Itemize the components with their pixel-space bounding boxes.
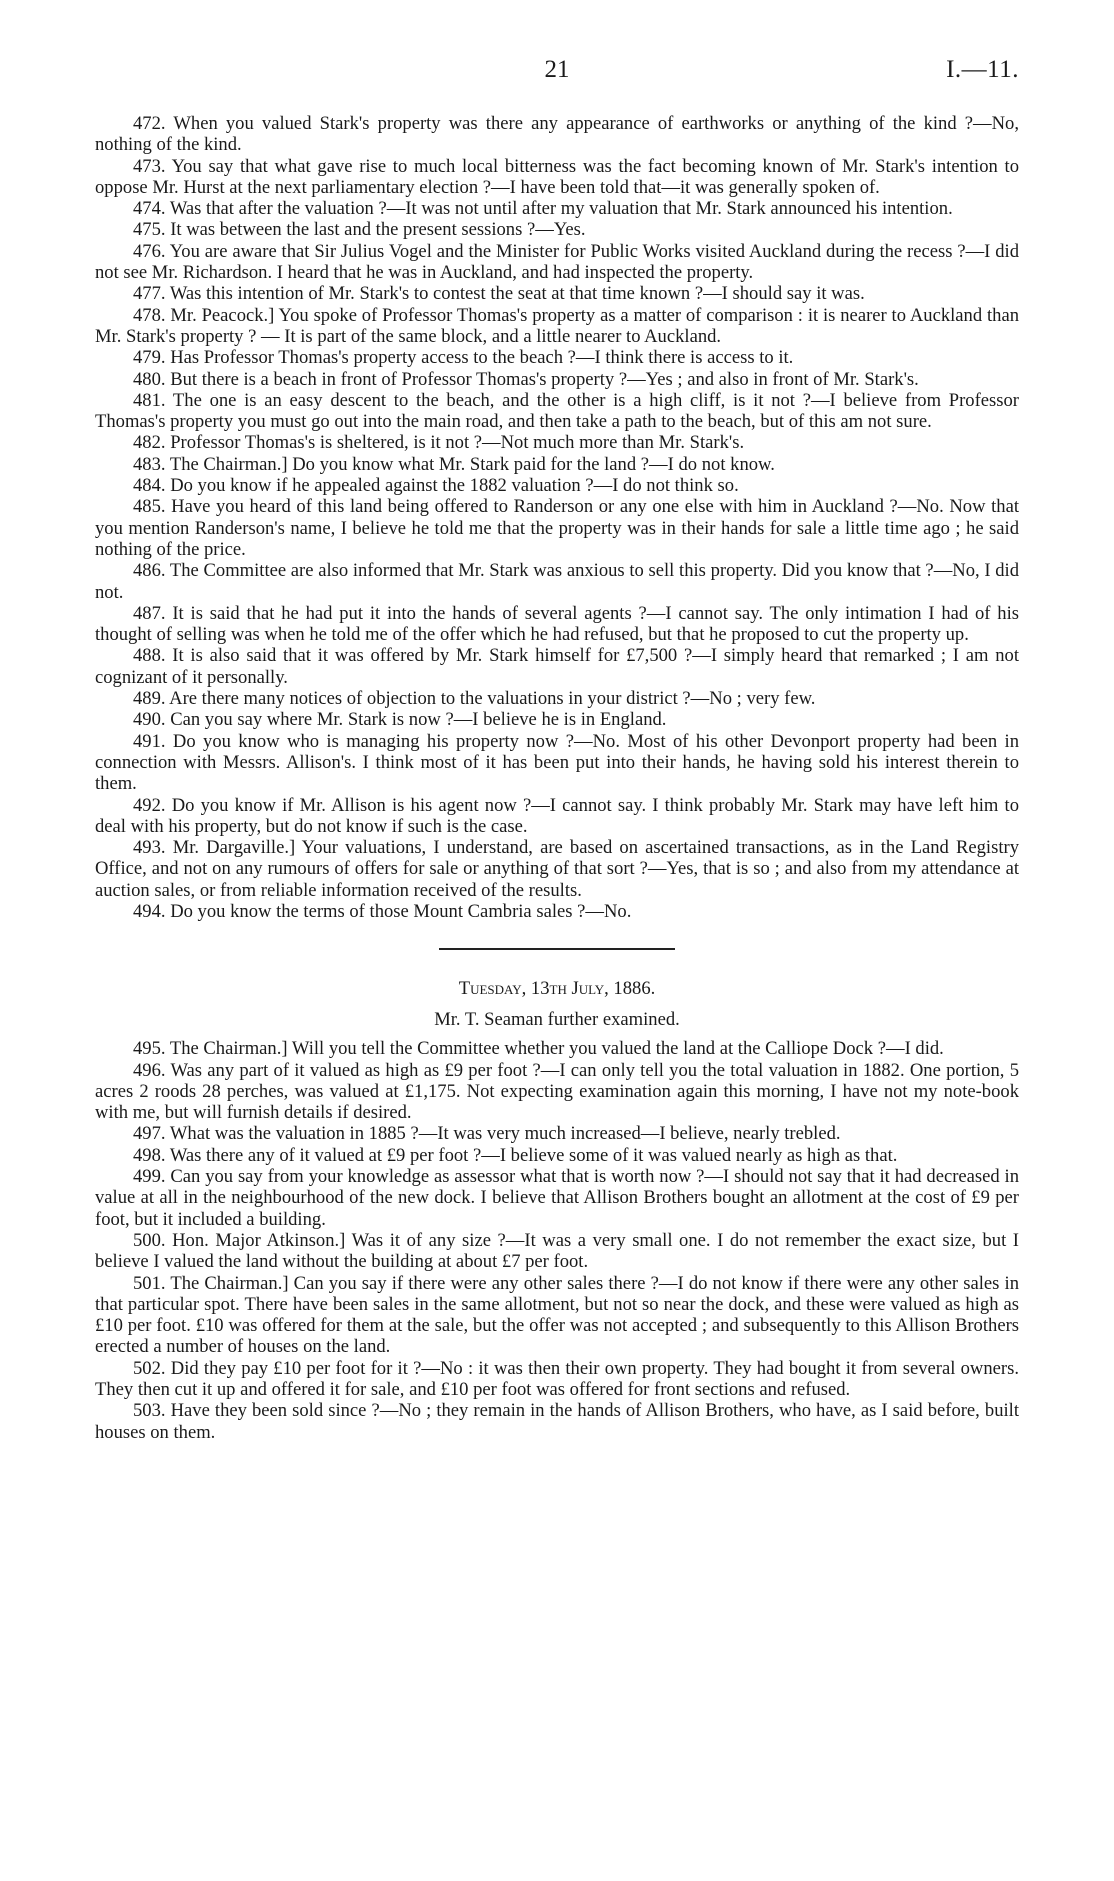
paragraph-text: 502. Did they pay £10 per foot for it ?—No : it was then their own property. They had bought it from several owners. They then cut it up and offered it for sale, and £10 per foot was offered for front sections and refused. [95,1357,1019,1401]
question-number: 483. The Chairman.] [133,453,288,475]
paragraph-text: 472. When you valued Stark's property was there any appearance of earthworks or anything of the kind ?—No, nothing of the kind. [95,113,1019,156]
paragraph-text: 480. But there is a beach in front of Professor Thomas's property ?—Yes ; and also in front of Mr. Stark's. [133,368,919,390]
witness-heading: Mr. T. Seaman further examined. [434,1009,680,1031]
question-answer-paragraph [95,369,1019,390]
paragraph-text: You spoke of Professor Thomas's property as a matter of comparison : it is nearer to Auckland than Mr. Stark's property ? — It is part of the same block, and a little nearer to Auckland. [95,304,1019,347]
question-answer-paragraph [95,1145,1019,1166]
paragraph-text: 490. Can you say where Mr. Stark is now ?—I believe he is in England. [133,709,667,731]
paragraph-text: 473. You say that what gave rise to much local bitterness was the fact becoming known of Mr. Stark's intention to oppose Mr. Hurst at the next parliamentary election ?—I have been told that—it was generally spoken of. [95,155,1019,198]
question-answer-paragraph [95,1060,1019,1124]
question-number: 501. The Chairman.] [133,1272,289,1294]
paragraph-text: Can you say if there were any other sales there ?—I do not know if there were any other sales in that particular spot. There have been sales in the same allotment, but not so near the dock, and these were valued as high as £10 per foot. £10 was offered for them at the sale, but the offer was not accepted ; and subsequently to this Allison Brothers erected a number of houses on the land. [95,1272,1019,1358]
paragraph-text: 474. Was that after the valuation ?—It was not until after my valuation that Mr. Stark announced his intention. [133,198,953,220]
question-answer-paragraph [95,1123,1019,1144]
question-answer-paragraph [95,475,1019,496]
paragraph-text: 491. Do you know who is managing his property now ?—No. Most of his other Devonport property had been in connection with Messrs. Allison's. I think most of it has been put into their hands, he having sold his interest therein to them. [95,730,1019,795]
question-answer-paragraph [95,283,1019,304]
page-number: 21 [544,56,570,83]
question-answer-paragraph [95,837,1019,901]
paragraph-text: 496. Was any part of it valued as high as £9 per foot ?—I can only tell you the total valuation in 1882. One portion, 5 acres 2 roods 28 perches, was valued at £1,175. Not expecting examination again this morning, I have not my note-book with me, but will furnish details if desired. [95,1059,1019,1124]
question-answer-paragraph [95,1230,1019,1273]
question-answer-paragraph [95,795,1019,838]
paragraph-text: 498. Was there any of it valued at £9 per foot ?—I believe some of it was valued nearly as high as that. [133,1144,898,1166]
question-answer-paragraph [95,347,1019,368]
paragraph-text: 497. What was the valuation in 1885 ?—It was very much increased—I believe, nearly trebled. [133,1123,841,1145]
question-answer-paragraph [95,731,1019,795]
question-answer-paragraph [95,454,1019,475]
question-number: 478. Mr. Peacock.] [133,304,275,326]
paragraph-text: 476. You are aware that Sir Julius Vogel and the Minister for Public Works visited Auckland during the recess ?—I did not see Mr. Richardson. I heard that he was in Auckland, and had inspected the property. [95,240,1019,284]
paragraph-text: 484. Do you know if he appealed against the 1882 valuation ?—I do not think so. [133,475,739,497]
question-number: 500. Hon. Major Atkinson.] [133,1229,346,1251]
question-answer-paragraph [95,219,1019,240]
paragraph-text: 499. Can you say from your knowledge as assessor what that is worth now ?—I should not say that it had decreased in value at all in the neighbourhood of the new dock. I believe that Allison Brothers bought an allotment at the cost of £9 per foot, but it included a building. [95,1166,1019,1230]
question-answer-paragraph [95,901,1019,922]
document-reference: I.—11. [946,56,1019,83]
question-answer-paragraph [95,1038,1019,1059]
paragraph-text: Will you tell the Committee whether you valued the land at the Calliope Dock ?—I did. [287,1038,944,1060]
paragraph-text: 489. Are there many notices of objection to the valuations in your district ?—No ; very few. [133,688,816,710]
question-answer-paragraph [95,603,1019,646]
question-answer-paragraph [95,645,1019,688]
paragraph-text: Do you know what Mr. Stark paid for the land ?—I do not know. [287,453,775,475]
paragraph-text: 485. Have you heard of this land being offered to Randerson or any one else with him in Auckland ?—No. Now that you mention Randerson's name, I believe he told me that the property was in their hands for sale a little time ago ; he said nothing of the price. [95,496,1019,560]
paragraph-text: 477. Was this intention of Mr. Stark's to contest the seat at that time known ?—I should say it was. [133,283,865,305]
evidence-section-second [95,1038,1019,1443]
paragraph-text: 481. The one is an easy descent to the beach, and the other is a high cliff, is it not ?—I believe from Professor Thomas's property you must go out into the main road, and then take a path to the beach, but of this am not sure. [95,389,1019,433]
question-answer-paragraph [95,1166,1019,1230]
question-answer-paragraph [95,432,1019,453]
question-answer-paragraph [95,156,1019,199]
question-answer-paragraph [95,198,1019,219]
paragraph-text: Your valuations, I understand, are based on ascertained transactions, as in the Land Registry Office, and not on any rumours of offers for sale or anything of that sort ?—Yes, that is so ; and also from my attendance at auction sales, or from reliable information received of the results. [95,837,1019,901]
paragraph-text: 492. Do you know if Mr. Allison is his agent now ?—I cannot say. I think probably Mr. Stark may have left him to deal with his property, but do not know if such is the case. [95,794,1019,837]
question-answer-paragraph [95,560,1019,603]
page-header [95,56,1019,96]
question-answer-paragraph [95,709,1019,730]
question-number: 493. Mr. Dargaville.] [133,837,296,859]
question-number: 495. The Chairman.] [133,1038,288,1060]
paragraph-text: 494. Do you know the terms of those Mount Cambria sales ?—No. [133,900,632,922]
section-divider [439,948,675,950]
paragraph-text: 486. The Committee are also informed that Mr. Stark was anxious to sell this property. Did you know that ?—No, I did not. [95,560,1019,603]
paragraph-text: 503. Have they been sold since ?—No ; they remain in the hands of Allison Brothers, who have, as I said before, built houses on them. [95,1400,1019,1443]
paragraph-text: 482. Professor Thomas's is sheltered, is it not ?—Not much more than Mr. Stark's. [133,432,745,454]
document-body [95,113,1019,1443]
question-answer-paragraph [95,1358,1019,1401]
session-date-heading: Tuesday, 13th July, 1886. [458,978,656,1000]
question-answer-paragraph [95,1400,1019,1443]
paragraph-text: Was it of any size ?—It was a very small one. I do not remember the exact size, but I believe I valued the land without the building at about £7 per foot. [95,1229,1019,1273]
paragraph-text: 475. It was between the last and the present sessions ?—Yes. [133,219,586,241]
question-answer-paragraph [95,113,1019,156]
question-answer-paragraph [95,496,1019,560]
paragraph-text: 488. It is also said that it was offered by Mr. Stark himself for £7,500 ?—I simply heard that remarked ; I am not cognizant of it personally. [95,645,1019,688]
evidence-section-first [95,113,1019,922]
question-answer-paragraph [95,688,1019,709]
question-answer-paragraph [95,241,1019,284]
question-answer-paragraph [95,390,1019,433]
paragraph-text: 487. It is said that he had put it into the hands of several agents ?—I cannot say. The only intimation I had of his thought of selling was when he told me of the offer which he had refused, but that he proposed to cut the property up. [95,602,1019,646]
paragraph-text: 479. Has Professor Thomas's property access to the beach ?—I think there is access to it. [133,347,794,369]
question-answer-paragraph [95,305,1019,348]
question-answer-paragraph [95,1273,1019,1358]
